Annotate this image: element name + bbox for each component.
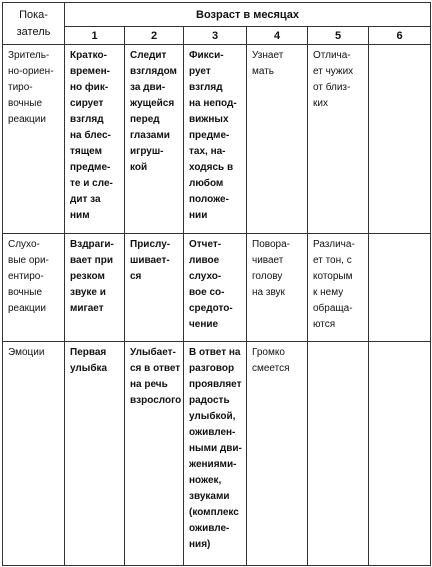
age-header: Возраст в месяцах: [65, 3, 431, 27]
cell-line: на звук: [252, 287, 285, 298]
development-table: [2, 2, 431, 566]
row-label: [3, 342, 65, 566]
table-cell: [369, 234, 431, 342]
cell-line: игруш-: [130, 146, 164, 157]
row-label-line: вочные: [8, 98, 43, 109]
cell-line: обраща-: [313, 303, 353, 314]
cell-line: звуке и: [70, 287, 106, 298]
cell-line: слухо-: [189, 271, 222, 282]
cell-line: (комплекс: [189, 507, 239, 518]
cell-line: ся в ответ: [130, 363, 181, 374]
cell-line: за дви-: [130, 82, 166, 93]
cell-line: Следит: [130, 50, 167, 61]
month-header: 4: [247, 27, 308, 45]
cell-line: взрослого: [130, 395, 182, 406]
row-label-line: вочные: [8, 287, 43, 298]
row-label-line: тиро-: [8, 82, 33, 93]
cell-line: нии: [189, 210, 208, 221]
cell-line: ются: [313, 319, 336, 330]
cell-line: Различа-: [313, 239, 355, 250]
cell-line: сирует: [70, 98, 104, 109]
cell-line: оживле-: [189, 523, 230, 534]
cell-line: но фик-: [70, 82, 109, 93]
cell-line: средото-: [189, 303, 233, 314]
cell-line: В ответ на: [189, 347, 241, 358]
cell-line: Первая: [70, 347, 107, 358]
cell-line: ких: [313, 98, 328, 109]
cell-line: от близ-: [313, 82, 351, 93]
cell-line: мать: [252, 66, 275, 77]
cell-line: перед: [130, 114, 160, 125]
row-label: [3, 234, 65, 342]
table-cell: [184, 234, 247, 342]
cell-line: взглядом: [130, 66, 177, 77]
cell-line: Прислу-: [130, 239, 171, 250]
cell-line: Вздраги-: [70, 239, 114, 250]
cell-line: предме-: [70, 162, 111, 173]
cell-line: ливое: [189, 255, 220, 266]
cell-line: жущейся: [130, 98, 175, 109]
cell-line: голову: [252, 271, 283, 282]
cell-line: Кратко-: [70, 50, 107, 61]
cell-line: любом: [189, 178, 224, 189]
table-cell: [369, 45, 431, 234]
indicator-header-line: затель: [16, 25, 51, 38]
cell-line: чивает: [252, 255, 284, 266]
month-header: 3: [184, 27, 247, 45]
cell-line: Отчет-: [189, 239, 222, 250]
cell-line: вижных: [189, 114, 229, 125]
cell-line: предме-: [189, 130, 230, 141]
table-cell: [308, 342, 369, 566]
month-header: 5: [308, 27, 369, 45]
cell-line: тах, на-: [189, 146, 226, 157]
cell-line: ными дви-: [189, 443, 242, 454]
cell-line: ет чужих: [313, 66, 354, 77]
cell-line: на непод-: [189, 98, 237, 109]
table-cell: [247, 234, 308, 342]
row-label-line: Зритель-: [8, 50, 50, 61]
cell-line: ним: [70, 210, 90, 221]
row-label-line: но-ориен-: [8, 66, 54, 77]
cell-line: те и сле-: [70, 178, 113, 189]
cell-line: улыбкой,: [189, 411, 236, 422]
table-row: [3, 342, 431, 566]
cell-line: на речь: [130, 379, 168, 390]
cell-line: радость: [189, 395, 230, 406]
table-cell: [308, 234, 369, 342]
table-cell: [247, 45, 308, 234]
cell-line: на блес-: [70, 130, 111, 141]
row-label-line: реакции: [8, 303, 46, 314]
cell-line: которым: [313, 271, 353, 282]
cell-line: улыбка: [70, 363, 108, 374]
cell-line: взгляд: [189, 82, 223, 93]
table-cell: [65, 234, 125, 342]
cell-line: чение: [189, 319, 219, 330]
row-label: [3, 45, 65, 234]
cell-line: к нему: [313, 287, 344, 298]
table-cell: [247, 342, 308, 566]
cell-line: смеется: [252, 363, 290, 374]
table-cell: [65, 45, 125, 234]
cell-line: глазами: [130, 130, 170, 141]
cell-line: шивает-: [130, 255, 170, 266]
cell-line: взгляд: [70, 114, 104, 125]
cell-line: Отлича-: [313, 50, 351, 61]
cell-line: проявляет: [189, 379, 242, 390]
table-cell: [65, 342, 125, 566]
cell-line: вает при: [70, 255, 113, 266]
indicator-header-line: Пока-: [19, 8, 48, 21]
cell-line: Фикси-: [189, 50, 224, 61]
cell-line: Громко: [252, 347, 285, 358]
month-header: 6: [369, 27, 431, 45]
table-cell: [125, 45, 184, 234]
month-header: 2: [125, 27, 184, 45]
cell-line: разговор: [189, 363, 235, 374]
cell-line: ет тон, с: [313, 255, 352, 266]
cell-line: мигает: [70, 303, 104, 314]
cell-line: положе-: [189, 194, 229, 205]
cell-line: Узнает: [252, 50, 284, 61]
indicator-header: [3, 3, 65, 45]
cell-line: ния): [189, 539, 211, 550]
table-cell: [308, 45, 369, 234]
table-cell: [184, 342, 247, 566]
row-label-line: ентиро-: [8, 271, 44, 282]
cell-line: оживлен-: [189, 427, 236, 438]
row-label-line: Слухо-: [8, 239, 40, 250]
cell-line: резком: [70, 271, 105, 282]
cell-line: кой: [130, 162, 148, 173]
cell-line: звуками: [189, 491, 230, 502]
month-header: 1: [65, 27, 125, 45]
row-label-line: Эмоции: [8, 347, 45, 358]
cell-line: ся: [130, 271, 142, 282]
cell-line: Повора-: [252, 239, 290, 250]
table-cell: [125, 234, 184, 342]
cell-line: ходясь в: [189, 162, 234, 173]
cell-line: дит за: [70, 194, 101, 205]
table-row: [3, 234, 431, 342]
table-cell: [184, 45, 247, 234]
row-label-line: реакции: [8, 114, 46, 125]
table-cell: [125, 342, 184, 566]
row-label-line: вые ори-: [8, 255, 49, 266]
table-row: [3, 45, 431, 234]
cell-line: рует: [189, 66, 211, 77]
cell-line: тящем: [70, 146, 102, 157]
cell-line: жениями-: [189, 459, 237, 470]
cell-line: ножек,: [189, 475, 222, 486]
cell-line: вое со-: [189, 287, 225, 298]
cell-line: времен-: [70, 66, 111, 77]
cell-line: Улыбает-: [130, 347, 176, 358]
table-cell: [369, 342, 431, 566]
